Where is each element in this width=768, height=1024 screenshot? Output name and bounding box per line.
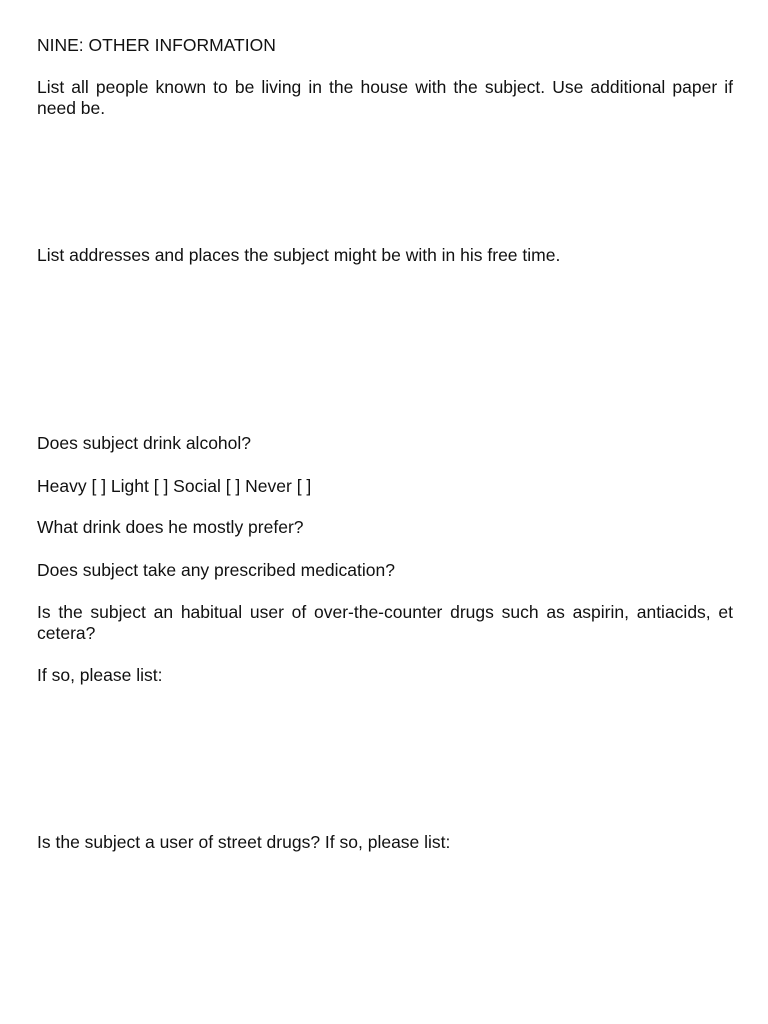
question-otc-list: If so, please list: <box>37 665 163 685</box>
question-prescribed-medication: Does subject take any prescribed medication? <box>37 560 395 580</box>
question-free-time-places: List addresses and places the subject might be with in his free time. <box>37 245 561 265</box>
alcohol-options: Heavy [ ] Light [ ] Social [ ] Never [ ] <box>37 476 312 496</box>
question-alcohol: Does subject drink alcohol? <box>37 433 252 453</box>
section-title: NINE: OTHER INFORMATION <box>37 35 276 55</box>
question-street-drugs: Is the subject a user of street drugs? If so, please list: <box>37 832 451 852</box>
question-drink-preference: What drink does he mostly prefer? <box>37 517 304 537</box>
question-otc-drugs: Is the subject an habitual user of over-the-counter drugs such as aspirin, antiacids, et cetera? <box>37 602 733 643</box>
question-household-members: List all people known to be living in the house with the subject. Use additional paper if need be. <box>37 77 733 118</box>
